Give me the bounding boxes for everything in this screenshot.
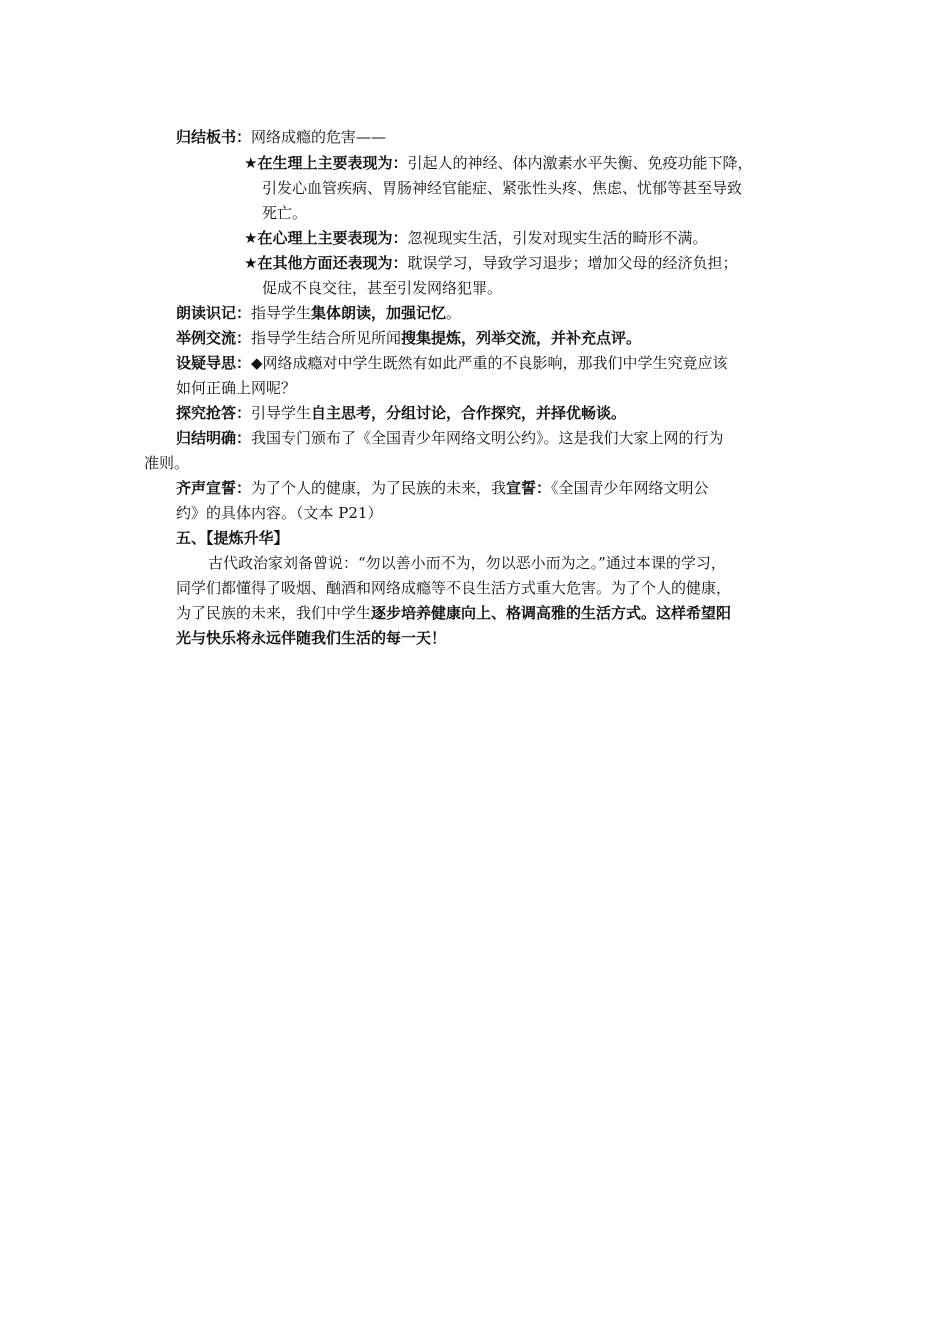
other-text-1: 耽误学习，导致学习退步；增加父母的经济负担； xyxy=(407,254,738,272)
clarify-label: 归结明确： xyxy=(176,429,252,447)
examples-bold: 搜集提炼，列举交流，并补充点评。 xyxy=(401,329,642,347)
question-text-1: ◆网络成瘾对中学生既然有如此严重的不良影响，那我们中学生究竟应该 xyxy=(251,354,728,372)
psychological-line xyxy=(244,227,707,249)
section5-line-3a: 为了民族的未来，我们中学生 xyxy=(176,604,372,622)
psychological-label: ★在心理上主要表现为： xyxy=(244,229,408,247)
physical-line-1 xyxy=(244,152,752,174)
other-line-1 xyxy=(244,252,737,274)
examples-line xyxy=(176,327,641,349)
other-line-2: 促成不良交往，甚至引发网络犯罪。 xyxy=(262,279,503,297)
clarify-text-1: 我国专门颁布了《全国青少年网络文明公约》。这是我们大家上网的行为 xyxy=(251,429,724,447)
other-label: ★在其他方面还表现为： xyxy=(244,254,408,272)
examples-text: 指导学生结合所见所闻 xyxy=(251,329,402,347)
reading-line xyxy=(176,302,461,324)
section5-line-4: 光与快乐将永远伴随我们生活的每一天！ xyxy=(176,629,447,647)
oath-text-1c: 《全国青少年网络文明公 xyxy=(551,479,709,497)
reading-label: 朗读识记： xyxy=(176,304,252,322)
explore-bold: 自主思考，分组讨论，合作探究，并择优畅谈。 xyxy=(311,404,627,422)
section5-line-3 xyxy=(176,602,731,624)
physical-line-2: 引发心血管疾病、胃肠神经官能症、紧张性头疼、焦虑、忧郁等甚至导致 xyxy=(262,179,743,197)
reading-end: 。 xyxy=(446,304,462,322)
physical-line-3: 死亡。 xyxy=(262,204,308,222)
oath-line-1 xyxy=(176,477,709,499)
section5-line-3b: 逐步培养健康向上、格调高雅的生活方式。这样希望阳 xyxy=(371,604,732,622)
explore-line xyxy=(176,402,626,424)
question-line-2: 如何正确上网呢？ xyxy=(176,379,297,397)
explore-text: 引导学生 xyxy=(251,404,312,422)
oath-text-1b: 宣誓： xyxy=(506,479,552,497)
summary-board-title: 网络成瘾的危害—— xyxy=(251,128,387,146)
summary-board-line xyxy=(176,126,386,148)
section5-line-1: 古代政治家刘备曾说：“勿以善小而不为，勿以恶小而为之。”通过本课的学习， xyxy=(208,554,726,572)
section5-heading: 五、【提炼升华】 xyxy=(176,529,289,547)
clarify-line-1 xyxy=(176,427,724,449)
summary-board-label: 归结板书： xyxy=(176,128,252,146)
physical-text-1: 引起人的神经、体内激素水平失衡、免疫功能下降， xyxy=(407,154,753,172)
question-label: 设疑导思： xyxy=(176,354,252,372)
reading-text: 指导学生 xyxy=(251,304,312,322)
clarify-line-2: 准则。 xyxy=(144,454,190,472)
physical-label: ★在生理上主要表现为： xyxy=(244,154,408,172)
oath-label: 齐声宣誓： xyxy=(176,479,252,497)
explore-label: 探究抢答： xyxy=(176,404,252,422)
oath-line-2: 约》的具体内容。（文本 P21） xyxy=(176,504,383,522)
question-line-1 xyxy=(176,352,728,374)
section5-line-2: 同学们都懂得了吸烟、酗酒和网络成瘾等不良生活方式重大危害。为了个人的健康， xyxy=(176,579,732,597)
reading-bold: 集体朗读，加强记忆 xyxy=(311,304,447,322)
examples-label: 举例交流： xyxy=(176,329,252,347)
oath-text-1a: 为了个人的健康，为了民族的未来，我 xyxy=(251,479,507,497)
psychological-text: 忽视现实生活，引发对现实生活的畸形不满。 xyxy=(407,229,708,247)
